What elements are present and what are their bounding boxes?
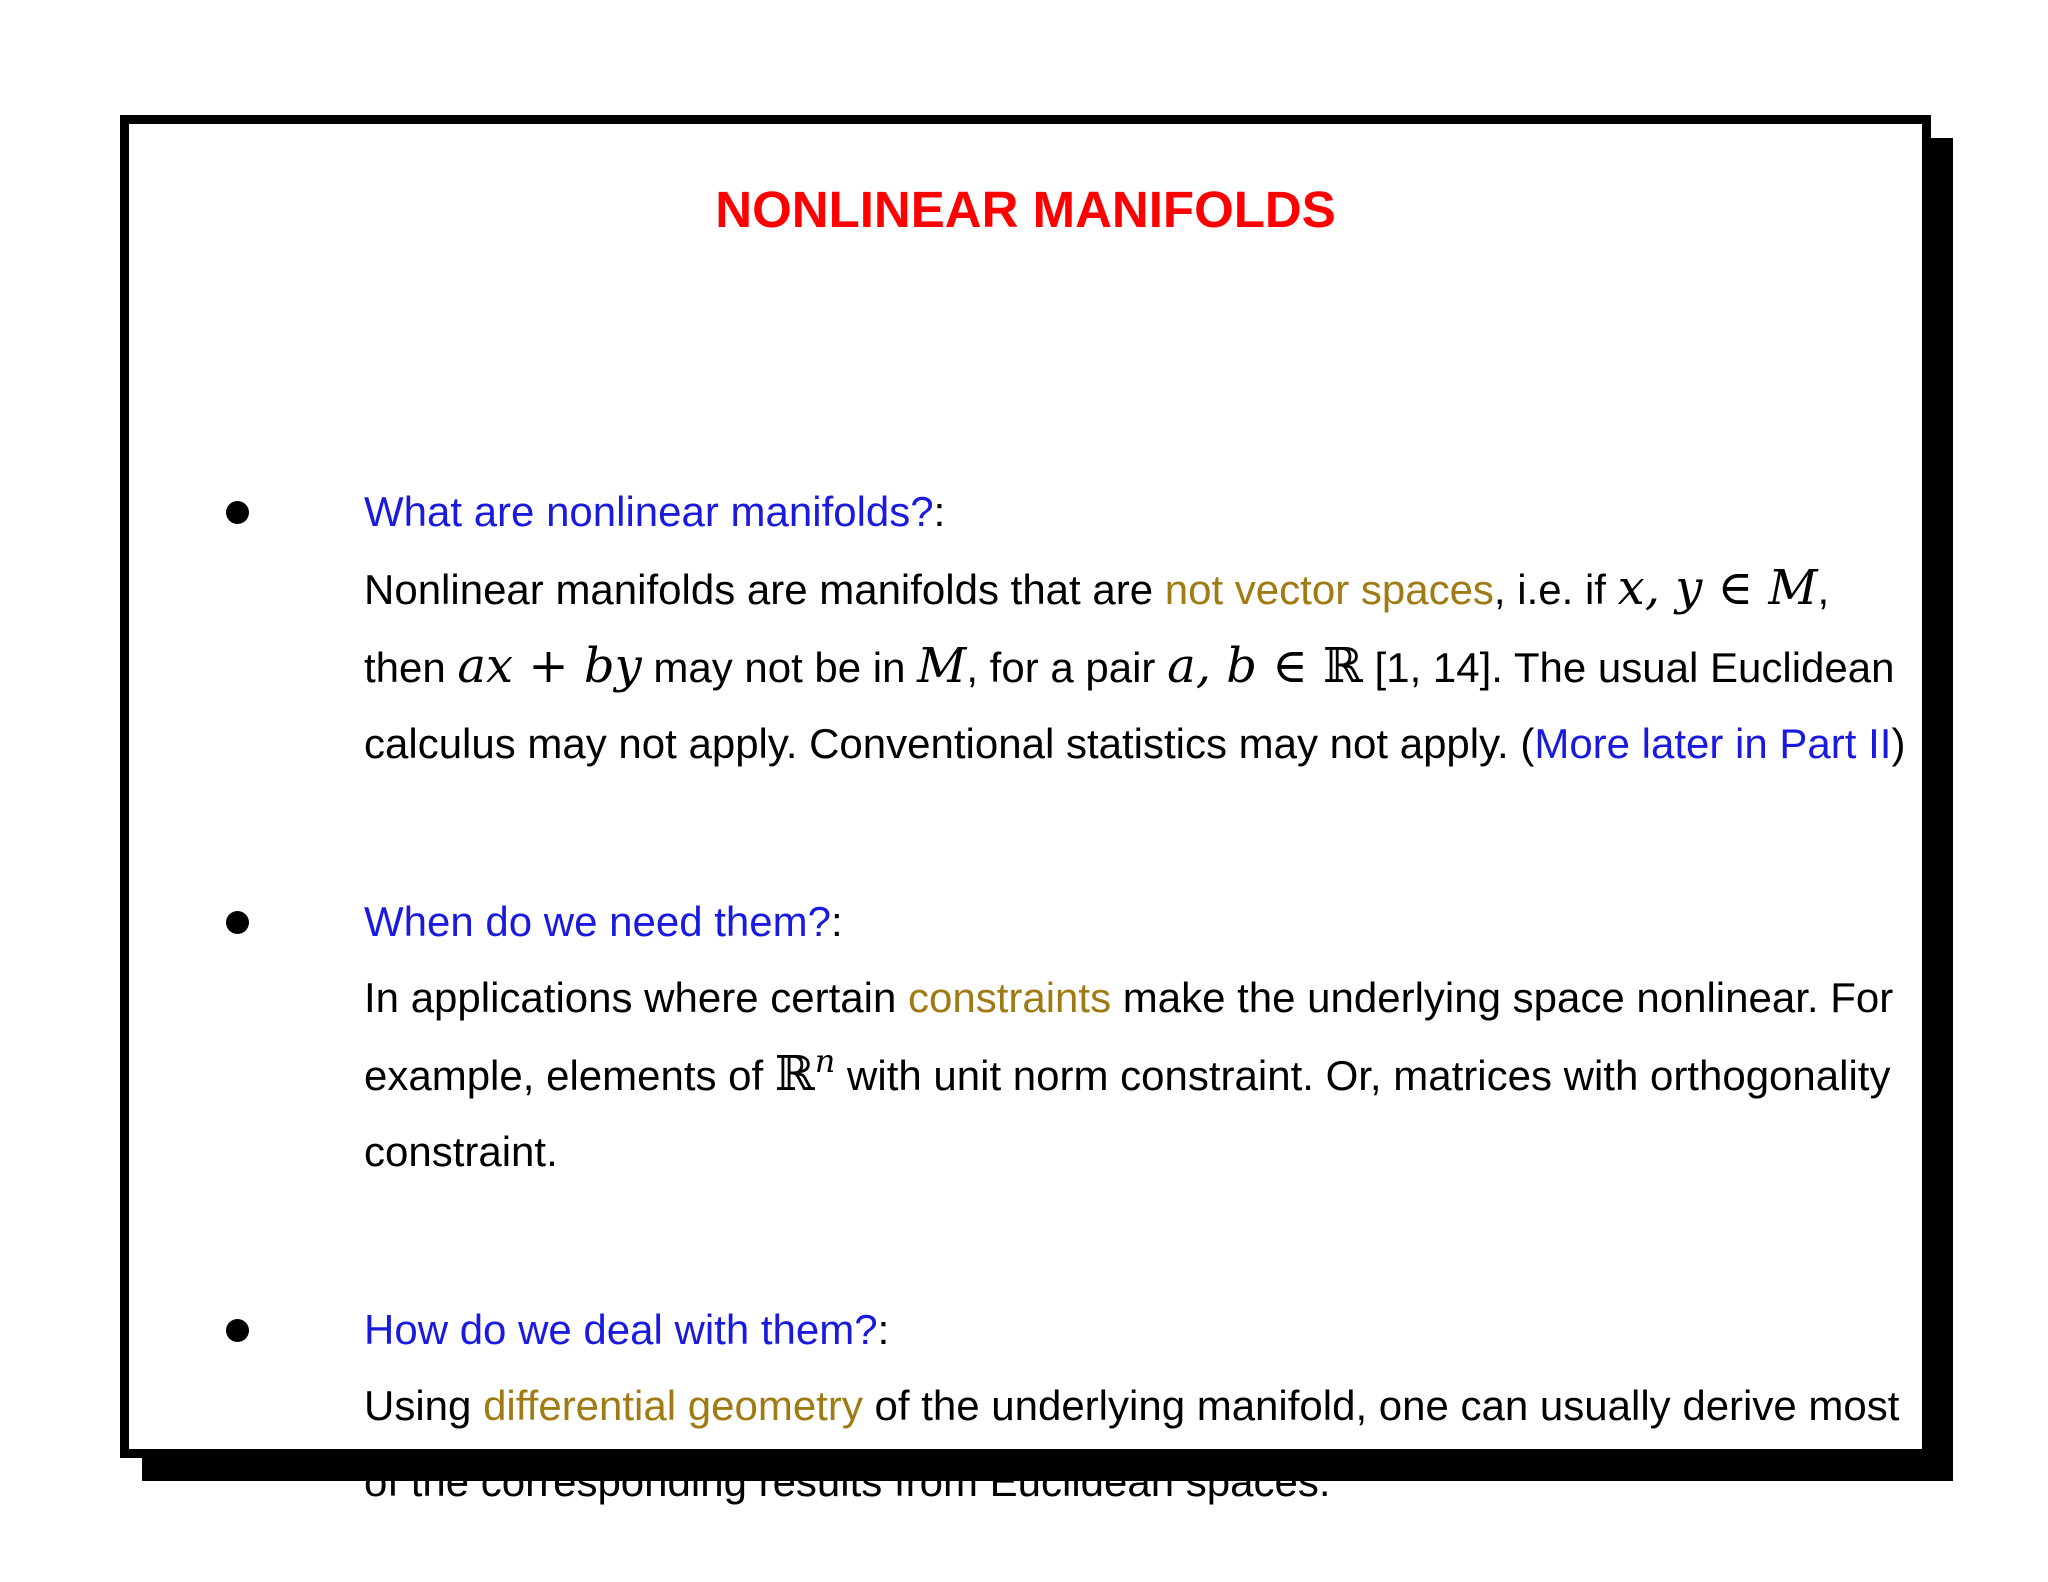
text-run: constraint.: [364, 1128, 558, 1175]
text-run: ,: [1817, 566, 1830, 613]
text-run: ): [1891, 720, 1906, 767]
math-expression: ax + by: [457, 638, 642, 694]
bullet-line: [364, 960, 1964, 1036]
text-run: In applications where certain: [364, 974, 908, 1021]
bullet-dot-icon: [226, 1319, 249, 1342]
text-run: Nonlinear manifolds are manifolds that are: [364, 566, 1165, 613]
math-superscript: n: [814, 1042, 836, 1080]
bullet-line: [364, 706, 1964, 782]
math-expression: x, y ∈ M: [1617, 560, 1818, 616]
text-run: with unit norm constraint. Or, matrices with orthogonality: [835, 1052, 1891, 1099]
bullet-colon: :: [830, 898, 843, 945]
bullet-line: [364, 1036, 1964, 1114]
math-expression: a, b ∈: [1167, 638, 1323, 694]
bullet-body: [364, 884, 1964, 1190]
text-run: Using: [364, 1382, 484, 1429]
bullet-question: What are nonlinear manifolds?: [364, 488, 934, 535]
bullet-heading: [364, 474, 1964, 550]
text-run: may not be in: [641, 644, 918, 691]
text-run: example, elements of: [364, 1052, 775, 1099]
bullet-colon: :: [933, 488, 946, 535]
bullet-line: [364, 550, 1964, 628]
math-expression: M: [917, 638, 967, 694]
text-run: then: [364, 644, 458, 691]
highlight-term: constraints: [907, 974, 1112, 1021]
bullet-question: How do we deal with them?: [364, 1306, 878, 1353]
text-run: of the underlying manifold, one can usually derive most: [862, 1382, 1900, 1429]
bullet-body: [364, 474, 1964, 782]
bullet-dot-icon: [226, 501, 249, 524]
text-run: , i.e. if: [1493, 566, 1618, 613]
bullet-body: [364, 1292, 1964, 1520]
bullet-line: [364, 628, 1964, 706]
text-run: calculus may not apply. Conventional statistics may not apply. (: [364, 720, 1535, 767]
bullet-line: [364, 1114, 1964, 1190]
bullet-colon: :: [877, 1306, 890, 1353]
bullet-heading: [364, 884, 1964, 960]
text-run: , for a pair: [966, 644, 1168, 691]
text-run: make the underlying space nonlinear. For: [1111, 974, 1894, 1021]
bullet-question: When do we need them?: [364, 898, 831, 945]
bullet-line: [364, 1368, 1964, 1444]
highlight-term: not vector spaces: [1164, 566, 1494, 613]
bullet-dot-icon: [226, 911, 249, 934]
highlight-term: differential geometry: [483, 1382, 863, 1429]
bullet-heading: [364, 1292, 1964, 1368]
bullet-line: [364, 1444, 1964, 1520]
real-numbers-symbol: ℝ: [1323, 638, 1363, 694]
text-run: of the corresponding results from Euclidean spaces.: [364, 1458, 1331, 1505]
real-numbers-symbol: ℝ: [774, 1046, 815, 1102]
slide-frame: [120, 115, 1931, 1505]
text-run: [1, 14]. The usual Euclidean: [1362, 644, 1895, 691]
more-later-link[interactable]: More later in Part II: [1534, 720, 1892, 767]
slide-title: NONLINEAR MANIFOLDS: [715, 181, 1336, 238]
